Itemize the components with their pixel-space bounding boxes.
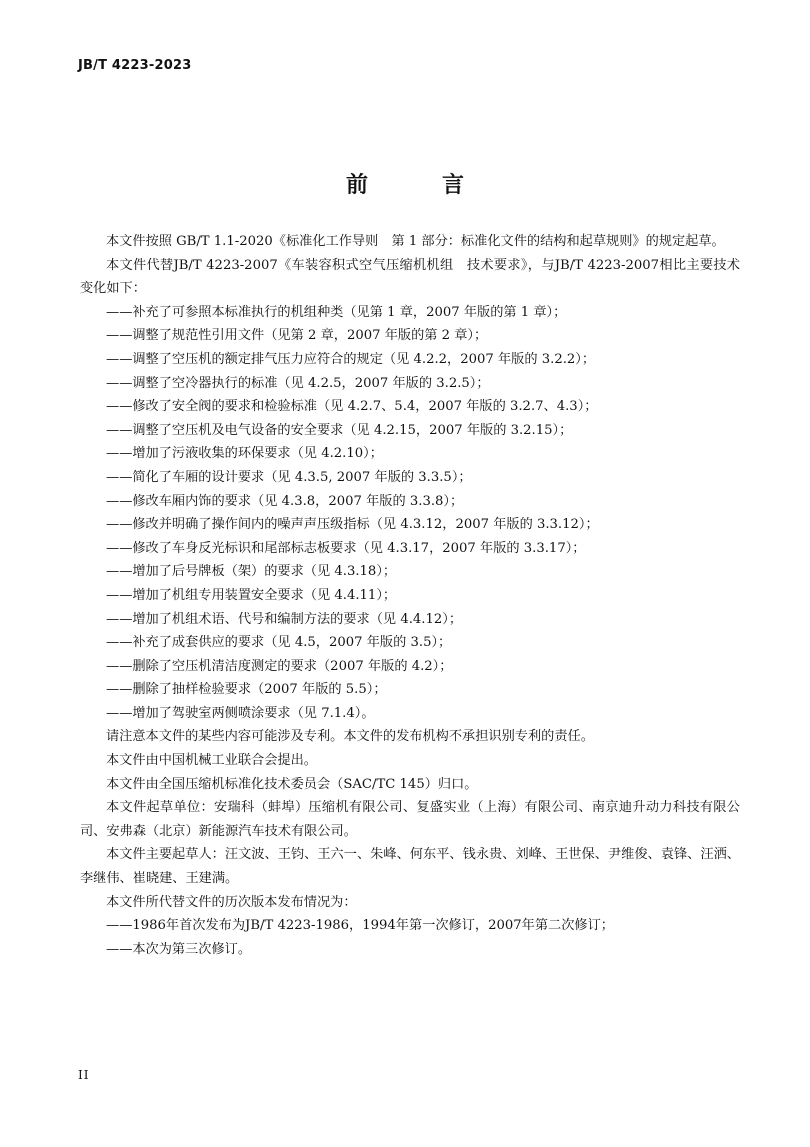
list-item: ——增加了驾驶室两侧喷涂要求（见 7.1.4）。 [106,705,375,721]
list-item: ——删除了抽样检验要求（2007 年版的 5.5）； [106,682,387,698]
list-item: ——调整了空冷器执行的标准（见 4.2.5，2007 年版的 3.2.5）； [106,375,490,391]
paragraph-drafters: 本文件主要起草人：汪文波、王钧、王六一、朱峰、何东平、钱永贵、刘峰、王世保、尹维俊、袁锋、汪洒、李继伟、崔晓建、王建满。 [80,847,740,887]
list-item: ——1986年首次发布为JB/T 4223-1986，1994年第一次修订，2007年第二次修订； [106,918,614,934]
list-item: ——补充了成套供应的要求（见 4.5，2007 年版的 3.5）； [106,635,452,651]
paragraph-history-intro: 本文件所代替文件的历次版本发布情况为： [106,894,357,910]
page-title: 前 言 [345,173,490,198]
list-item: ——删除了空压机清洁度测定的要求（2007 年版的 4.2）； [106,658,453,674]
list-item: ——简化了车厢的设计要求（见 4.3.5, 2007 年版的 3.3.5）； [106,469,472,485]
paragraph-proposer: 本文件由中国机械工业联合会提出。 [106,753,317,769]
list-item: ——增加了机组术语、代号和编制方法的要求（见 4.4.12）； [106,611,463,627]
changes-list [80,301,740,726]
document-code: JB/T 4223-2023 [78,58,192,73]
list-item: ——修改并明确了操作间内的噪声声压级指标（见 4.3.12，2007 年版的 3.3.12）； [106,517,599,533]
page-number: II [78,1068,90,1082]
list-item: ——修改车厢内饰的要求（见 4.3.8，2007 年版的 3.3.8）； [106,493,464,509]
paragraph-committee: 本文件由全国压缩机标准化技术委员会（SAC/TC 145）归口。 [106,776,478,792]
list-item: ——调整了空压机及电气设备的安全要求（见 4.2.15，2007 年版的 3.2.15）； [106,422,573,438]
document-body [80,230,740,961]
list-item: ——增加了机组专用装置安全要求（见 4.4.11）； [106,587,397,603]
list-item: ——增加了后号牌板（架）的要求（见 4.3.18）； [106,564,397,580]
list-item: ——增加了污液收集的环保要求（见 4.2.10）； [106,446,383,462]
paragraph-patent-notice: 请注意本文件的某些内容可能涉及专利。本文件的发布机构不承担识别专利的责任。 [106,729,594,745]
list-item: ——调整了规范性引用文件（见第 2 章，2007 年版的第 2 章）； [106,328,488,344]
list-item: ——修改了车身反光标识和尾部标志板要求（见 4.3.17，2007 年版的 3.3.17）； [106,540,586,556]
paragraph-replacement: 本文件代替JB/T 4223-2007《车装容积式空气压缩机机组 技术要求》，与JB/T 4223-2007相比主要技术变化如下： [80,257,740,297]
paragraph-drafting-units: 本文件起草单位：安瑞科（蚌埠）压缩机有限公司、复盛实业（上海）有限公司、南京迪升动力科技有限公司、安弗森（北京）新能源汽车技术有限公司。 [80,800,740,839]
list-item: ——修改了安全阀的要求和检验标准（见 4.2.7、5.4，2007 年版的 3.2.7、4.3）； [106,399,598,415]
list-item: ——补充了可参照本标准执行的机组种类（见第 1 章，2007 年版的第 1 章）； [106,304,567,320]
list-item: ——调整了空压机的额定排气压力应符合的规定（见 4.2.2，2007 年版的 3.2.2）； [106,351,596,367]
list-item: ——本次为第三次修订。 [106,941,252,957]
paragraph-drafting-rule: 本文件按照 GB/T 1.1-2020《标准化工作导则 第 1 部分：标准化文件的结构和起草规则》的规定起草。 [106,234,725,249]
history-list [80,914,740,961]
